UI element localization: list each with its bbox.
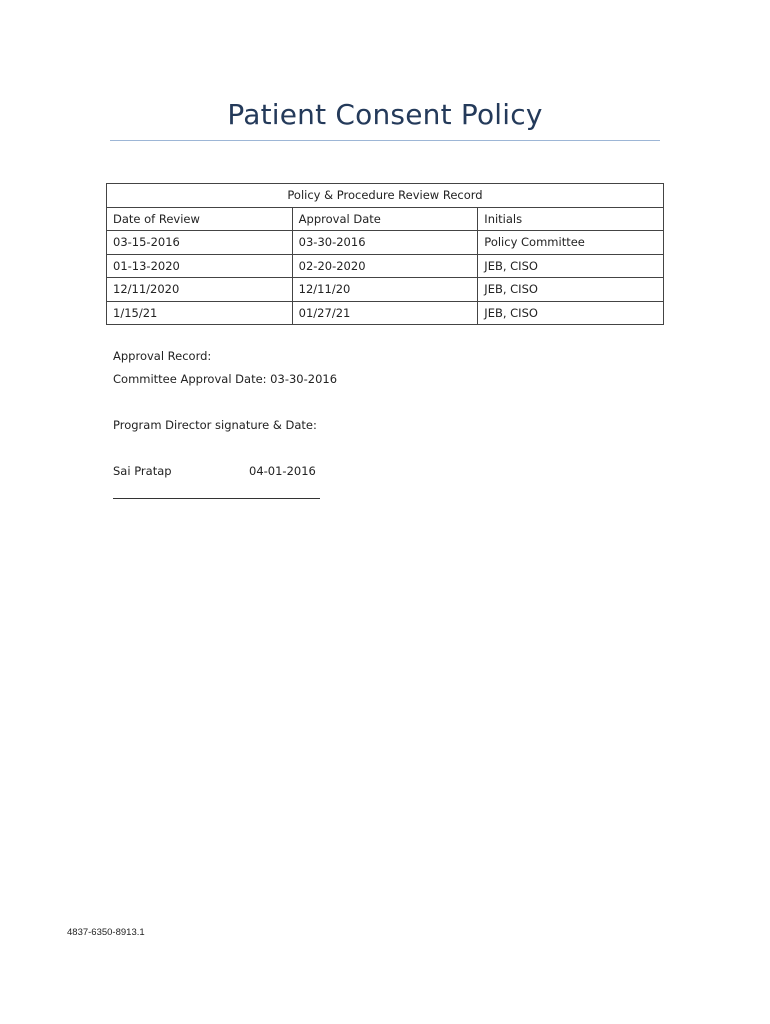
table-row: [107, 231, 664, 255]
signer-date: 04-01-2016: [249, 464, 316, 478]
table-cell: JEB, CISO: [478, 301, 664, 325]
column-header-date-of-review: Date of Review: [107, 207, 293, 231]
table-cell: Policy Committee: [478, 231, 664, 255]
column-header-initials: Initials: [478, 207, 664, 231]
table-cell: 12/11/2020: [107, 278, 293, 302]
page-title: Patient Consent Policy: [227, 98, 543, 131]
table-caption-row: [107, 184, 664, 208]
title-underline: [110, 140, 660, 141]
table-cell: 01-13-2020: [107, 254, 293, 278]
table-row: [107, 301, 664, 325]
column-header-approval-date: Approval Date: [292, 207, 478, 231]
committee-approval-line: Committee Approval Date: 03-30-2016: [113, 372, 338, 386]
table-cell: 1/15/21: [107, 301, 293, 325]
signer-name: Sai Pratap: [113, 464, 172, 478]
review-record-table: [106, 183, 664, 325]
table-row: [107, 278, 664, 302]
signature-label: Program Director signature & Date:: [113, 418, 317, 432]
table-cell: 12/11/20: [292, 278, 478, 302]
signature-line: [113, 498, 320, 499]
table-cell: 03-15-2016: [107, 231, 293, 255]
table-cell: 01/27/21: [292, 301, 478, 325]
table-cell: 02-20-2020: [292, 254, 478, 278]
table-cell: JEB, CISO: [478, 254, 664, 278]
table-cell: 03-30-2016: [292, 231, 478, 255]
document-id: 4837-6350-8913.1: [67, 927, 145, 938]
table-cell: JEB, CISO: [478, 278, 664, 302]
table-row: [107, 254, 664, 278]
table-header-row: [107, 207, 664, 231]
table-caption: Policy & Procedure Review Record: [107, 184, 664, 208]
approval-record-heading: Approval Record:: [113, 349, 212, 363]
